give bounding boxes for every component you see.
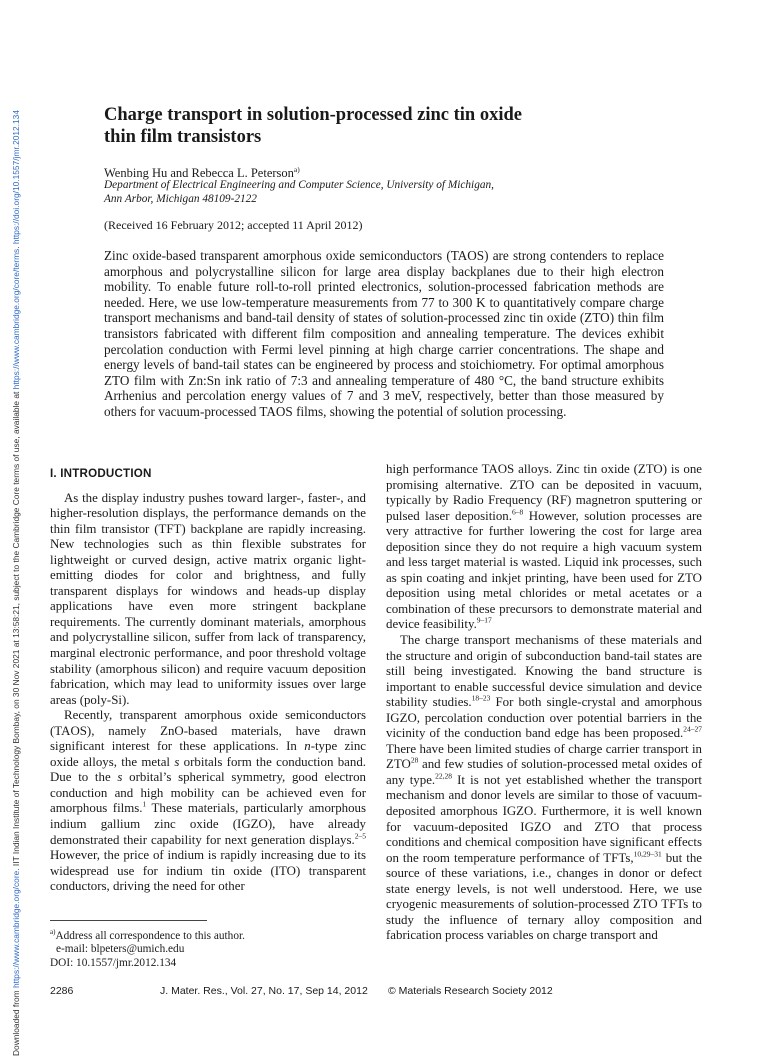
citation-ref[interactable]: 22,28	[435, 771, 453, 781]
text-run: orbital’s spherical symmetry, good electron conduction and high mobility can be achieved even for amorphous films.	[50, 770, 366, 816]
text-run: It is not yet established whether the transport mechanism and donor levels are similar to those of vacuum-deposited amorphous IGZO. Furthermore, it is well known for vacuum-deposited IGZO and ZTO that process conditions and chemical composition have significant effects on the room temperature performance of TFTs,	[386, 772, 702, 865]
text-run: -type zinc oxide alloys, the metal	[50, 739, 366, 769]
author-names: Wenbing Hu and Rebecca L. Peterson	[104, 166, 294, 181]
download-notice-sidebar	[4, 40, 21, 1056]
citation-ref[interactable]: 10,29–31	[633, 849, 662, 859]
affiliation-line1: Department of Electrical Engineering and Computer Science, University of Michigan,	[104, 179, 494, 191]
section-heading: I. INTRODUCTION	[50, 467, 152, 480]
received-dates: (Received 16 February 2012; accepted 11 April 2012)	[104, 218, 363, 232]
text-run: For both single-crystal and amorphous IGZO, percolation conduction over potential barriers in the vicinity of the conduction band edge has been proposed.	[386, 695, 702, 741]
footnote-email[interactable]: e-mail: blpeters@umich.edu	[56, 943, 185, 956]
italic-term: n	[304, 739, 311, 754]
citation-ref[interactable]: 28	[410, 756, 419, 766]
terms-link[interactable]: https://www.cambridge.org/core/terms	[11, 248, 21, 390]
intro-paragraph-3	[386, 633, 702, 944]
journal-citation: J. Mater. Res., Vol. 27, No. 17, Sep 14, 2012	[160, 985, 368, 997]
text-run: but the source of these variations, i.e., changes in donor or defect state energy levels, is not well understood. Here, we use cryogenic measurements of solution-processed ZTO TFTs to study the influence of ternary alloy composition and fabrication process variables on charge transport and	[386, 850, 702, 943]
text-run: These materials, particularly amorphous indium gallium zinc oxide (IGZO), have already demonstrated their capability for next generation displays.	[50, 801, 366, 847]
text-run: high performance TAOS alloys. Zinc tin oxide (ZTO) is one promising alternative. ZTO can be deposited in vacuum, typically by Radio Frequency (RF) magnetron sputtering or pulsed laser deposition.	[386, 462, 702, 523]
paper-title-line2: thin film transistors	[104, 127, 262, 147]
text-run: There have been limited studies of charge carrier transport in ZTO	[386, 741, 702, 772]
footnote-divider	[50, 920, 207, 921]
citation-ref[interactable]: 2–5	[354, 831, 366, 841]
text-run: However, solution processes are very attractive for further lowering the cost for large area deposition since they do not require a high vacuum system and less target material is wasted. Liquid ink processes, such as spin coating and inkjet printing, have been used for ZTO deposition using metal chlorides or metal acetates or a combination of these precursors to demonstrate material and device feasibility.	[386, 508, 702, 632]
footnote-address-text: Address all correspondence to this author.	[55, 929, 245, 942]
affiliation-line2: Ann Arbor, Michigan 48109-2122	[104, 193, 257, 205]
footnotes	[50, 926, 366, 970]
affiliation	[104, 178, 664, 206]
footnote-mark: a)	[50, 928, 56, 936]
copyright-notice: © Materials Research Society 2012	[388, 985, 553, 997]
download-notice-separator: .	[11, 244, 21, 249]
citation-ref[interactable]: 6–8	[511, 507, 524, 517]
citation-ref[interactable]: 1	[142, 800, 147, 810]
download-notice-text	[11, 110, 21, 1056]
italic-term: s	[117, 770, 123, 785]
text-run: The charge transport mechanisms of these materials and the structure and origin of subconduction band-tail states are still being investigated. Knowing the band structure is important to enable successful device simulation and device stability studies.	[386, 633, 702, 710]
download-notice-prefix: Downloaded from	[11, 988, 21, 1056]
citation-ref[interactable]: 9–17	[476, 616, 492, 626]
abstract: Zinc oxide-based transparent amorphous oxide semiconductors (TAOS) are strong contenders to replace amorphous and polycrystalline silicon for large area display backplanes due to their high electron mobility. To enable future roll-to-roll printed electronics, solution-processed fabrication methods are needed. Here, we use low-temperature measurements from 77 to 300 K to quantitatively compare charge transport mechanisms and band-tail density of states of solution-processed zinc tin oxide (ZTO) thin film transistors fabricated with different film composition and annealing temperature. The devices exhibit percolation conduction with Fermi level pinning at high charge carrier concentrations. The shape and energy levels of band-tail states can be engineered by process and stoichiometry. For optimal amorphous ZTO film with Zn:Sn ink ratio of 7:3 and annealing temperature of 480 °C, the band structure exhibits Arrhenius and percolation energy values of 7 and 3 meV, respectively, better than those measured by others for vacuum-processed TAOS films, showing the potential of solution processing.	[104, 248, 664, 419]
citation-ref[interactable]: 18–23	[471, 693, 491, 703]
right-column	[386, 462, 702, 944]
left-column	[50, 466, 366, 895]
text-run: Recently, transparent amorphous oxide semiconductors (TAOS), namely ZnO-based materials, have drawn significant interest for these applications. In	[50, 708, 366, 754]
doi-link[interactable]: https://doi.org/10.1557/jmr.2012.134	[11, 110, 21, 245]
download-notice-middle: . IIT Indian Institute of Technology Bombay, on 30 Nov 2021 at 13:58:21, subject to the Cambridge Core terms of use, available at	[11, 389, 21, 871]
paper-title	[104, 104, 664, 148]
footnote-address	[50, 926, 366, 943]
intro-paragraph-2	[50, 708, 366, 895]
italic-term: s	[174, 754, 180, 769]
text-run: However, the price of indium is rapidly increasing due to its widespread use for indium tin oxide (ITO) transparent conductors, driving the need for other	[50, 848, 366, 894]
page-number: 2286	[50, 985, 74, 997]
footnote-doi[interactable]: DOI: 10.1557/jmr.2012.134	[50, 956, 177, 969]
citation-ref[interactable]: 24–27	[683, 725, 702, 734]
intro-paragraph-1: As the display industry pushes toward larger-, faster-, and higher-resolution displays, the performance demands on the thin film transistor (TFT) backplane are rapidly increasing. New technologies such as thin flexible substrates for lightweight or curved design, active matrix organic light-emitting diodes for color and brightness, and fully transparent displays for windows and heads-up display applications have even more stringent backplane requirements. The currently dominant materials, amorphous and polycrystalline silicon, suffer from lack of transparency, marginal electronic performance, and poor threshold voltage stability (amorphous silicon) and require vacuum deposition fabrication, which may lead to uniformity issues over large areas (poly-Si).	[50, 490, 366, 707]
author-footnote-mark: a)	[293, 165, 300, 174]
intro-paragraph-2-continued	[386, 462, 702, 633]
text-run: and few studies of solution-processed metal oxides of any type.	[386, 757, 702, 787]
paper-title-line1: Charge transport in solution-processed zinc tin oxide	[104, 105, 522, 125]
cambridge-core-link[interactable]: https://www.cambridge.org/core	[11, 870, 21, 989]
text-run: orbitals form the conduction band. Due to the	[50, 754, 366, 785]
